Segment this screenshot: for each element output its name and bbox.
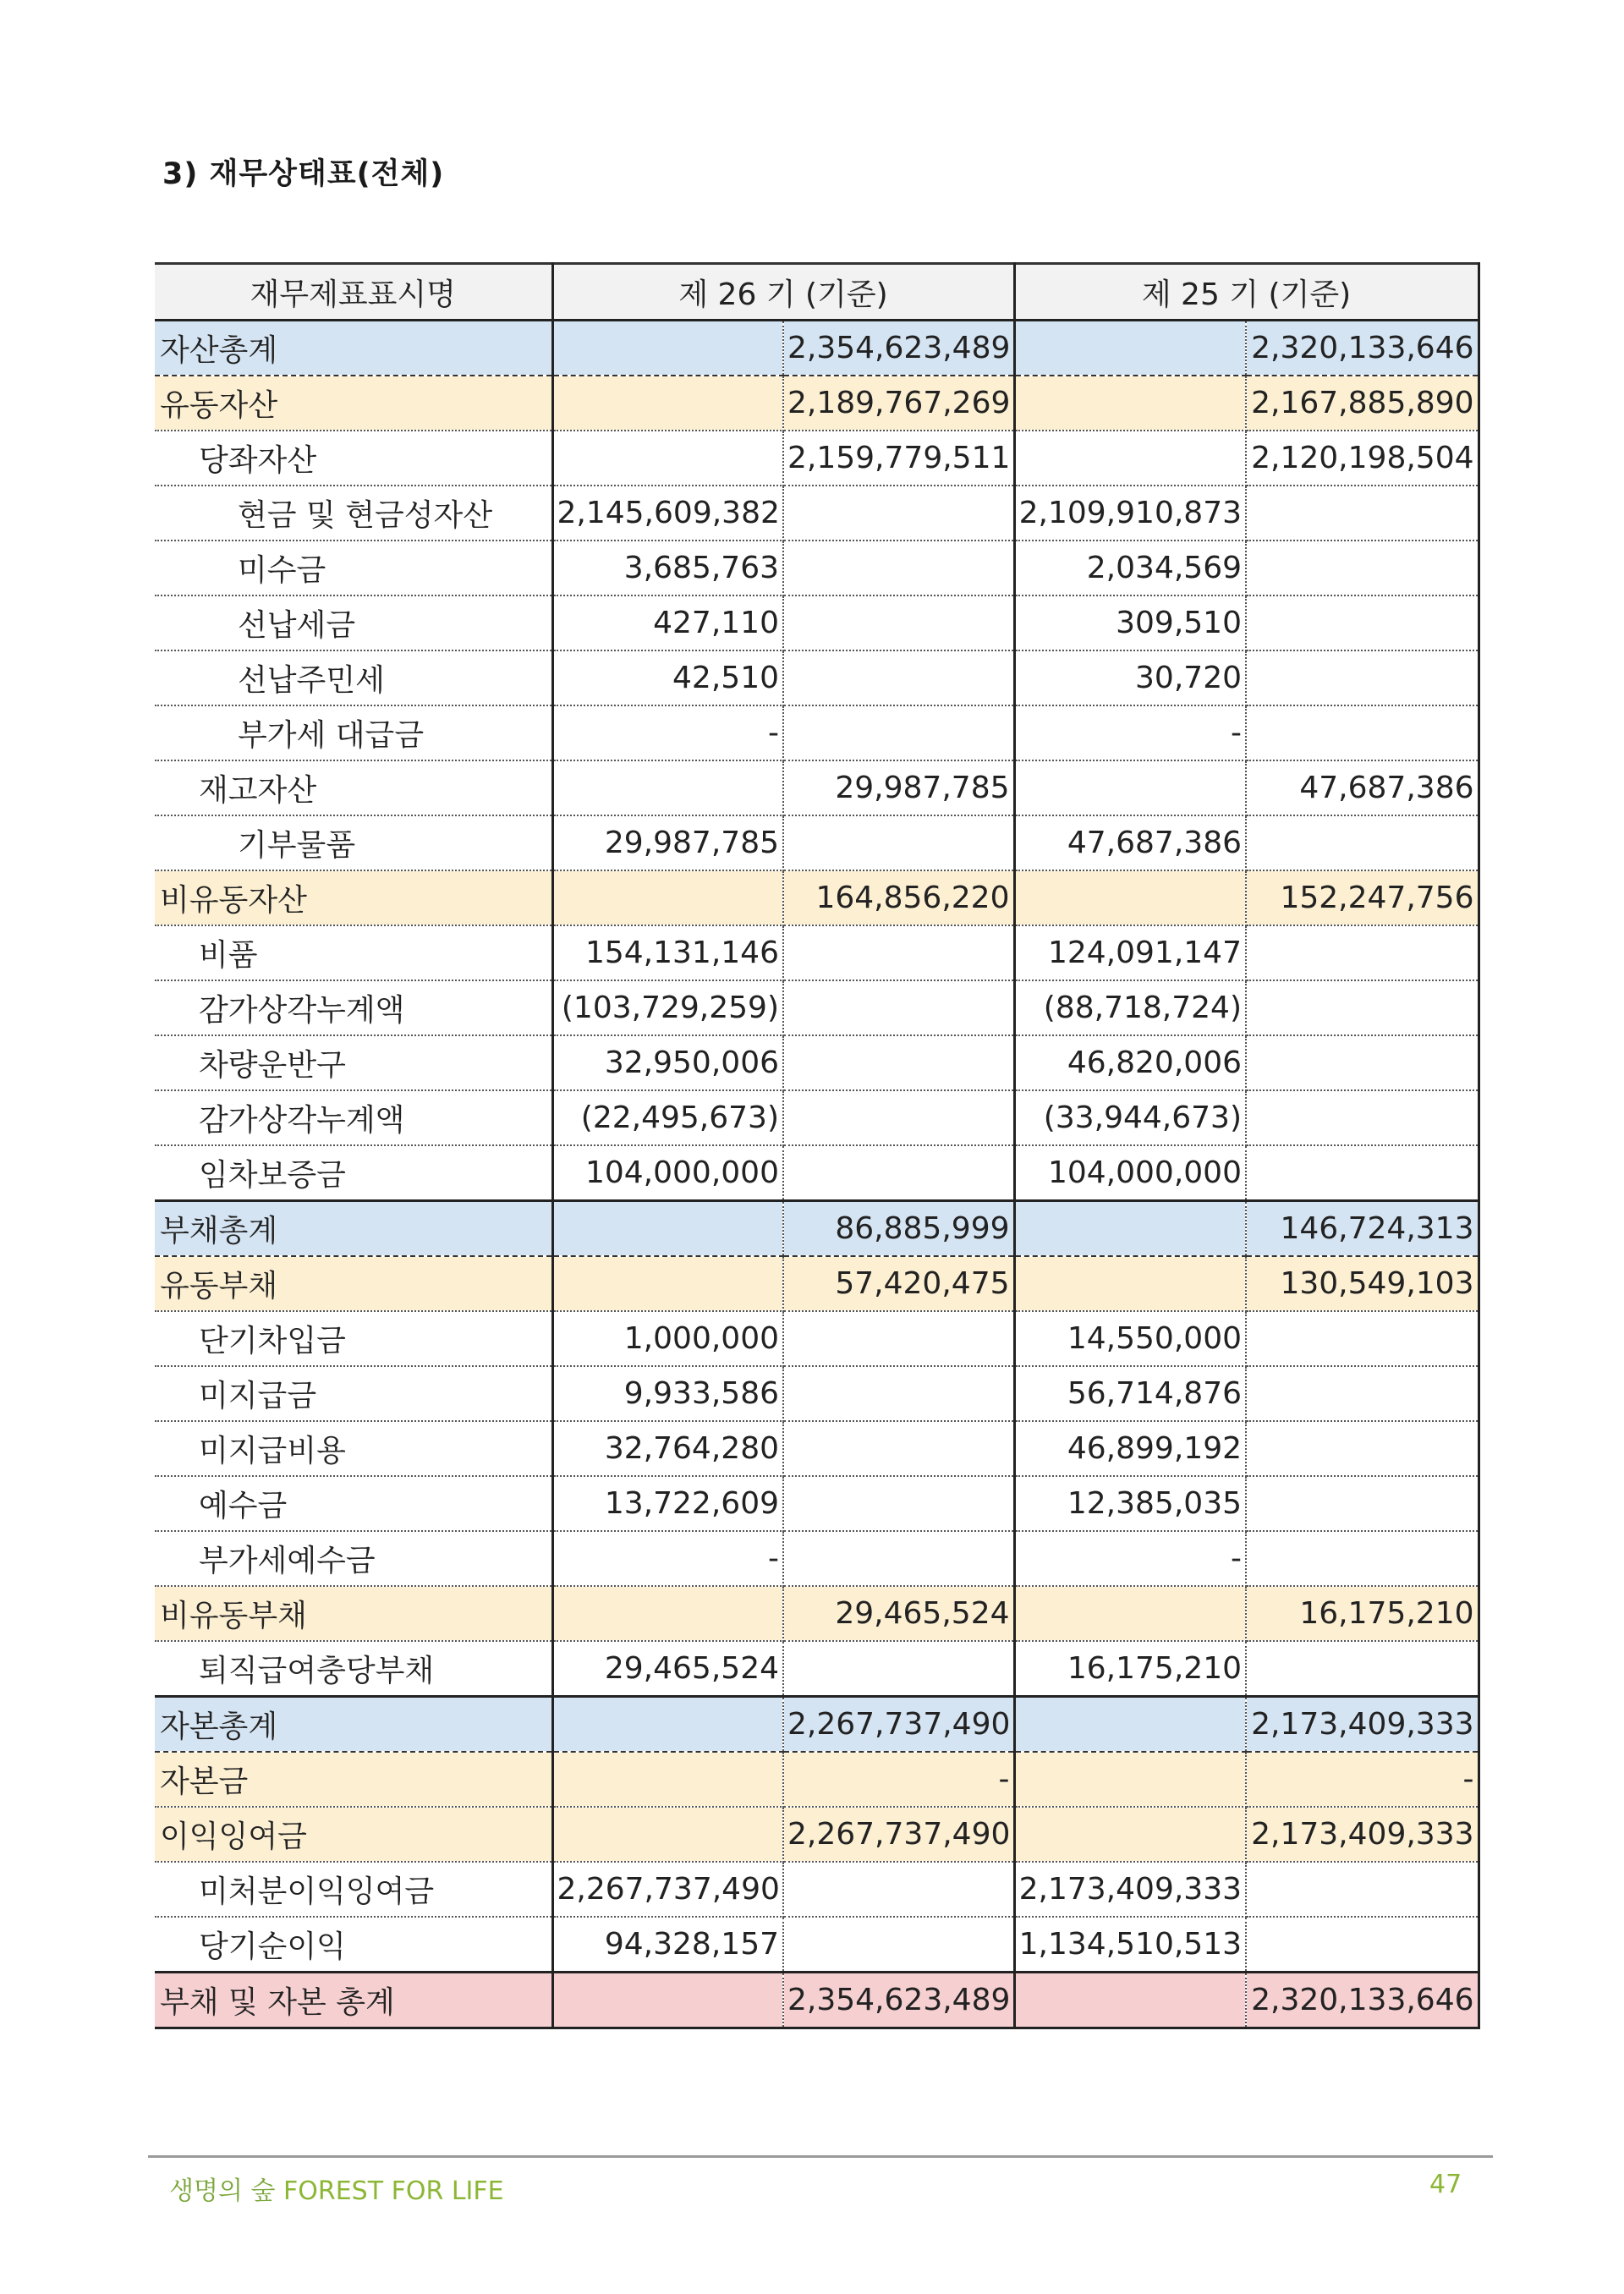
table-row [155, 1035, 1479, 1090]
cell-26-detail [552, 1807, 783, 1862]
cell-26-total [783, 1476, 1014, 1531]
footer-divider [148, 2155, 1493, 2158]
table-row [155, 1697, 1479, 1753]
cell-25-detail [1014, 760, 1246, 815]
cell-26-detail: 154,131,146 [552, 925, 783, 980]
cell-26-total [783, 980, 1014, 1035]
row-label: 자본총계 [155, 1697, 552, 1753]
cell-26-total [783, 595, 1014, 650]
cell-26-total: 57,420,475 [783, 1256, 1014, 1311]
cell-26-detail [552, 1973, 783, 2028]
cell-25-detail: 2,034,569 [1014, 541, 1246, 595]
cell-25-total: 2,320,133,646 [1246, 321, 1479, 376]
cell-25-detail: 1,134,510,513 [1014, 1917, 1246, 1973]
cell-26-total [783, 1035, 1014, 1090]
balance-sheet-table [155, 262, 1480, 2029]
cell-25-total [1246, 1421, 1479, 1476]
table-body [155, 321, 1479, 2028]
header-item-name: 재무제표표시명 [155, 264, 552, 321]
cell-25-detail: - [1014, 1531, 1246, 1586]
cell-25-detail [1014, 321, 1246, 376]
footer-brand-korean: 생명의 숲 [169, 2176, 276, 2206]
cell-25-detail: 2,173,409,333 [1014, 1862, 1246, 1917]
cell-26-detail: - [552, 705, 783, 760]
row-label: 자산총계 [155, 321, 552, 376]
table-row [155, 1862, 1479, 1917]
row-label: 비유동부채 [155, 1586, 552, 1641]
cell-25-total: - [1246, 1752, 1479, 1807]
cell-25-detail: (88,718,724) [1014, 980, 1246, 1035]
row-label: 단기차입금 [155, 1311, 552, 1366]
cell-26-detail: 427,110 [552, 595, 783, 650]
cell-25-detail: 104,000,000 [1014, 1145, 1246, 1201]
table-row [155, 1973, 1479, 2028]
cell-26-detail: 42,510 [552, 650, 783, 705]
cell-26-detail: 104,000,000 [552, 1145, 783, 1201]
cell-25-detail: 14,550,000 [1014, 1311, 1246, 1366]
table-row [155, 1366, 1479, 1421]
row-label: 차량운반구 [155, 1035, 552, 1090]
cell-26-total [783, 1421, 1014, 1476]
cell-25-detail: 2,109,910,873 [1014, 486, 1246, 541]
cell-25-detail [1014, 1807, 1246, 1862]
cell-26-detail [552, 870, 783, 925]
table-row [155, 431, 1479, 486]
cell-26-detail: 29,987,785 [552, 815, 783, 870]
cell-26-detail [552, 1697, 783, 1753]
cell-26-total [783, 1090, 1014, 1145]
row-label: 현금 및 현금성자산 [155, 486, 552, 541]
cell-25-detail [1014, 1586, 1246, 1641]
cell-26-total [783, 1311, 1014, 1366]
cell-25-total: 2,320,133,646 [1246, 1973, 1479, 2028]
table-row [155, 1090, 1479, 1145]
table-row [155, 705, 1479, 760]
cell-26-detail: 29,465,524 [552, 1641, 783, 1697]
cell-25-total [1246, 925, 1479, 980]
table-row [155, 1752, 1479, 1807]
cell-25-detail [1014, 1697, 1246, 1753]
row-label: 당기순이익 [155, 1917, 552, 1973]
cell-25-detail [1014, 870, 1246, 925]
table-row [155, 1641, 1479, 1697]
cell-26-total [783, 1531, 1014, 1586]
row-label: 미수금 [155, 541, 552, 595]
cell-26-detail [552, 760, 783, 815]
cell-26-total: 29,465,524 [783, 1586, 1014, 1641]
table-row [155, 1145, 1479, 1201]
cell-26-detail: (103,729,259) [552, 980, 783, 1035]
cell-26-total: 29,987,785 [783, 760, 1014, 815]
cell-26-total [783, 1862, 1014, 1917]
cell-26-total: 2,159,779,511 [783, 431, 1014, 486]
cell-25-total [1246, 1641, 1479, 1697]
cell-25-detail: 30,720 [1014, 650, 1246, 705]
cell-25-detail: 47,687,386 [1014, 815, 1246, 870]
cell-26-total: 2,189,767,269 [783, 376, 1014, 431]
cell-25-total [1246, 1862, 1479, 1917]
cell-25-total [1246, 486, 1479, 541]
cell-25-total [1246, 1366, 1479, 1421]
cell-26-total: 164,856,220 [783, 870, 1014, 925]
table-row [155, 925, 1479, 980]
cell-26-detail: (22,495,673) [552, 1090, 783, 1145]
cell-26-detail [552, 321, 783, 376]
cell-26-detail [552, 1256, 783, 1311]
cell-25-total: 152,247,756 [1246, 870, 1479, 925]
cell-26-total [783, 541, 1014, 595]
footer-brand-english: FOREST FOR LIFE [283, 2176, 504, 2206]
table-row [155, 1311, 1479, 1366]
header-period-26: 제 26 기 (기준) [552, 264, 1014, 321]
cell-25-total [1246, 595, 1479, 650]
row-label: 임차보증금 [155, 1145, 552, 1201]
cell-25-total: 2,173,409,333 [1246, 1697, 1479, 1753]
cell-25-total [1246, 1145, 1479, 1201]
cell-25-total: 16,175,210 [1246, 1586, 1479, 1641]
table-row [155, 1421, 1479, 1476]
cell-26-total [783, 1641, 1014, 1697]
cell-26-detail: 9,933,586 [552, 1366, 783, 1421]
row-label: 부채 및 자본 총계 [155, 1973, 552, 2028]
cell-25-total: 146,724,313 [1246, 1201, 1479, 1257]
cell-26-total [783, 1917, 1014, 1973]
cell-26-total: 2,354,623,489 [783, 1973, 1014, 2028]
table-row [155, 760, 1479, 815]
cell-25-detail: 56,714,876 [1014, 1366, 1246, 1421]
table-row [155, 541, 1479, 595]
row-label: 감가상각누계액 [155, 980, 552, 1035]
cell-26-total [783, 486, 1014, 541]
row-label: 선납주민세 [155, 650, 552, 705]
row-label: 이익잉여금 [155, 1807, 552, 1862]
cell-26-total [783, 925, 1014, 980]
cell-26-total [783, 1366, 1014, 1421]
cell-26-total [783, 705, 1014, 760]
cell-26-total: - [783, 1752, 1014, 1807]
cell-25-total [1246, 1531, 1479, 1586]
cell-26-total [783, 1145, 1014, 1201]
row-label: 선납세금 [155, 595, 552, 650]
cell-25-detail: 16,175,210 [1014, 1641, 1246, 1697]
cell-25-detail: 46,899,192 [1014, 1421, 1246, 1476]
cell-26-detail [552, 376, 783, 431]
row-label: 미지급비용 [155, 1421, 552, 1476]
cell-25-detail [1014, 1973, 1246, 2028]
cell-25-detail [1014, 1201, 1246, 1257]
cell-25-total: 47,687,386 [1246, 760, 1479, 815]
table-row [155, 1531, 1479, 1586]
table-row [155, 376, 1479, 431]
page-number: 47 [1429, 2170, 1462, 2199]
row-label: 자본금 [155, 1752, 552, 1807]
cell-25-total [1246, 815, 1479, 870]
table-row [155, 870, 1479, 925]
cell-25-total [1246, 980, 1479, 1035]
cell-25-total [1246, 541, 1479, 595]
cell-25-total: 2,173,409,333 [1246, 1807, 1479, 1862]
cell-25-total: 130,549,103 [1246, 1256, 1479, 1311]
cell-25-detail: 124,091,147 [1014, 925, 1246, 980]
footer-brand [169, 2170, 504, 2207]
row-label: 당좌자산 [155, 431, 552, 486]
table-row [155, 321, 1479, 376]
cell-25-total [1246, 650, 1479, 705]
table-row [155, 1917, 1479, 1973]
row-label: 미처분이익잉여금 [155, 1862, 552, 1917]
cell-26-detail [552, 1201, 783, 1257]
cell-25-detail: 309,510 [1014, 595, 1246, 650]
cell-25-detail [1014, 1256, 1246, 1311]
table-row [155, 486, 1479, 541]
table-row [155, 1586, 1479, 1641]
cell-25-total [1246, 1476, 1479, 1531]
cell-26-total: 86,885,999 [783, 1201, 1014, 1257]
cell-25-total: 2,167,885,890 [1246, 376, 1479, 431]
cell-25-detail: - [1014, 705, 1246, 760]
cell-26-total: 2,267,737,490 [783, 1697, 1014, 1753]
table-row [155, 1201, 1479, 1257]
row-label: 퇴직급여충당부채 [155, 1641, 552, 1697]
cell-25-total [1246, 705, 1479, 760]
row-label: 미지급금 [155, 1366, 552, 1421]
row-label: 비품 [155, 925, 552, 980]
cell-25-detail: (33,944,673) [1014, 1090, 1246, 1145]
cell-25-total: 2,120,198,504 [1246, 431, 1479, 486]
cell-25-detail: 12,385,035 [1014, 1476, 1246, 1531]
cell-26-detail: 94,328,157 [552, 1917, 783, 1973]
cell-26-detail: 3,685,763 [552, 541, 783, 595]
row-label: 기부물품 [155, 815, 552, 870]
row-label: 유동부채 [155, 1256, 552, 1311]
cell-26-detail [552, 1586, 783, 1641]
cell-26-detail: 13,722,609 [552, 1476, 783, 1531]
cell-25-total [1246, 1917, 1479, 1973]
cell-25-total [1246, 1090, 1479, 1145]
row-label: 유동자산 [155, 376, 552, 431]
cell-25-detail: 46,820,006 [1014, 1035, 1246, 1090]
row-label: 부가세예수금 [155, 1531, 552, 1586]
cell-26-detail: 1,000,000 [552, 1311, 783, 1366]
table-row [155, 980, 1479, 1035]
cell-25-total [1246, 1035, 1479, 1090]
table-row [155, 815, 1479, 870]
row-label: 감가상각누계액 [155, 1090, 552, 1145]
table-header-row [155, 264, 1479, 321]
table-row [155, 1807, 1479, 1862]
row-label: 부가세 대급금 [155, 705, 552, 760]
row-label: 재고자산 [155, 760, 552, 815]
table-row [155, 1256, 1479, 1311]
cell-26-detail: 2,145,609,382 [552, 486, 783, 541]
row-label: 부채총계 [155, 1201, 552, 1257]
cell-26-detail: 32,764,280 [552, 1421, 783, 1476]
balance-sheet-table-container [155, 262, 1479, 2029]
table-row [155, 1476, 1479, 1531]
section-heading: 3) 재무상태표(전체) [162, 157, 445, 191]
cell-26-total: 2,267,737,490 [783, 1807, 1014, 1862]
cell-26-total [783, 650, 1014, 705]
cell-26-detail: 2,267,737,490 [552, 1862, 783, 1917]
cell-26-detail: - [552, 1531, 783, 1586]
cell-26-total [783, 815, 1014, 870]
cell-26-detail [552, 431, 783, 486]
cell-25-detail [1014, 1752, 1246, 1807]
cell-26-detail: 32,950,006 [552, 1035, 783, 1090]
cell-25-detail [1014, 376, 1246, 431]
row-label: 비유동자산 [155, 870, 552, 925]
cell-25-detail [1014, 431, 1246, 486]
header-period-25: 제 25 기 (기준) [1014, 264, 1479, 321]
table-row [155, 595, 1479, 650]
row-label: 예수금 [155, 1476, 552, 1531]
cell-26-detail [552, 1752, 783, 1807]
table-row [155, 650, 1479, 705]
cell-26-total: 2,354,623,489 [783, 321, 1014, 376]
cell-25-total [1246, 1311, 1479, 1366]
